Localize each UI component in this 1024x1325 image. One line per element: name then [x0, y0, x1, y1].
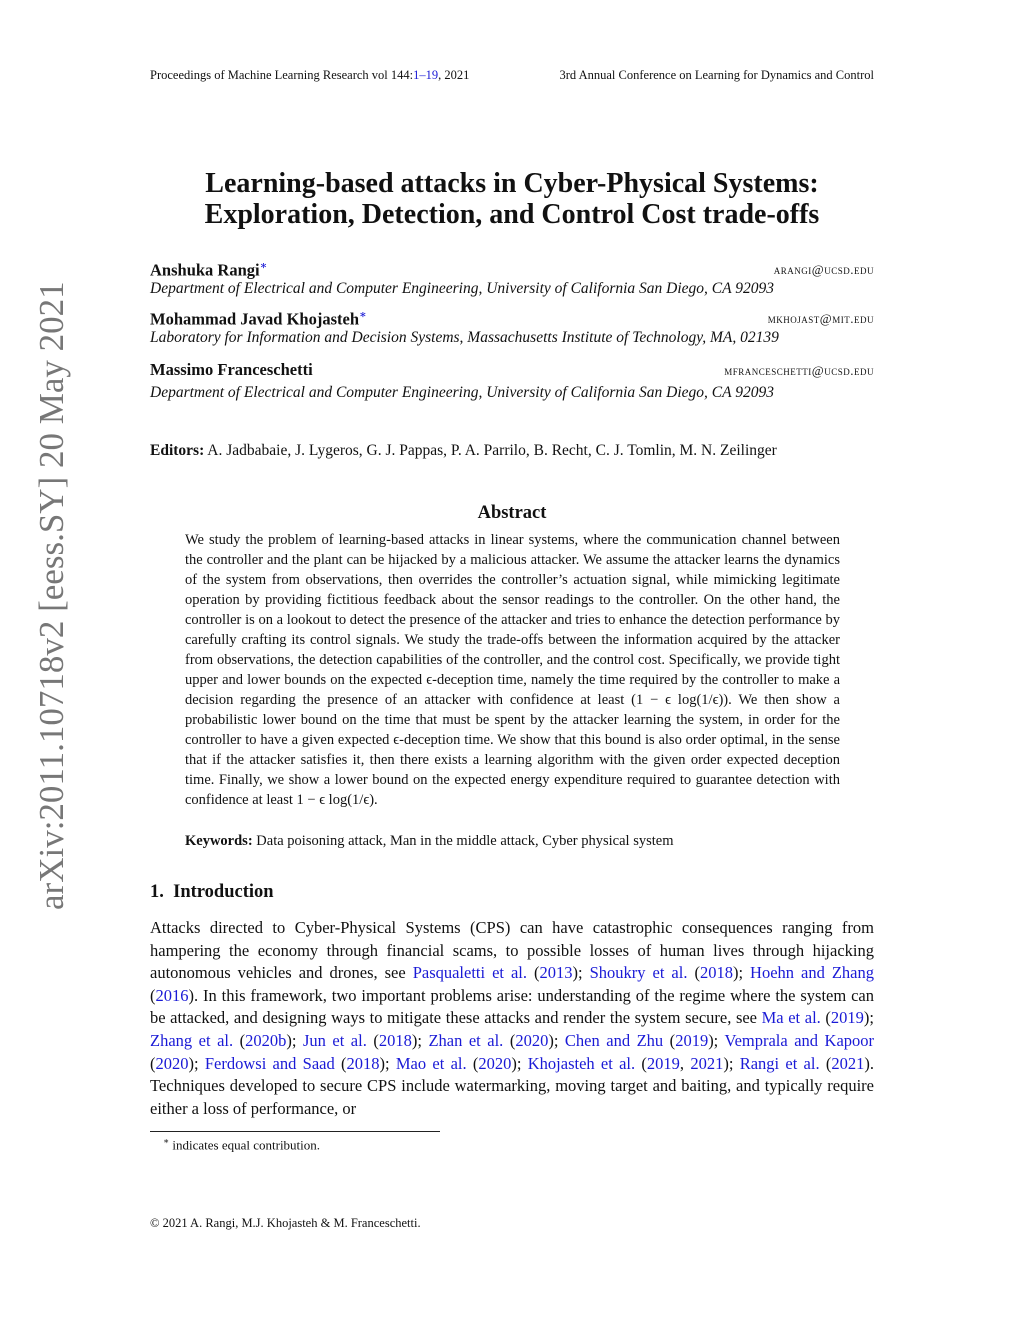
- author-affiliation: Department of Electrical and Computer Engineering, University of California San Diego, CA 92093: [150, 280, 774, 297]
- citation-link[interactable]: Jun et al.: [302, 1030, 367, 1050]
- citation-year-link[interactable]: 2019: [646, 1053, 680, 1073]
- abstract-text: We study the problem of learning-based attacks in linear systems, where the communication channel between the controller and the plant can be hijacked by a malicious attacker. We assume the attacker learns the dynamics of the system from observations, then overrides the controller’s actuation signal, while mimicking legitimate operation by providing fictitious feedback about the sensor readings to the controller. On the other hand, the controller is on a lookout to detect the presence of the attacker and tries to enhance the detection performance by carefully crafting its control signals. We study the trade-offs between the information acquired by the attacker from observations, the detection capabilities of the controller, and the control cost. Specifically, we provide tight upper and lower bounds on the expected ϵ-deception time, namely the time required by the controller to make a decision regarding the presence of an attacker with confidence at least (1 − ϵ log(1/ϵ)). We then show a probabilistic lower bound on the time that must be spent by the attacker learning the system, in order for the controller to have a given expected ϵ-deception time. We show that this bound is also order optimal, in the sense that if the attacker satisfies it, then there exists a learning algorithm with the given order expected deception time. Finally, we show a lower bound on the expected energy expenditure required to guarantee detection with confidence at least 1 − ϵ log(1/ϵ).: [185, 532, 840, 808]
- section-heading: 1. Introduction: [150, 882, 274, 902]
- author-email: mfranceschetti@ucsd.edu: [724, 363, 874, 378]
- abstract-heading: Abstract: [477, 503, 547, 523]
- citation-year-link[interactable]: 2020: [155, 1053, 189, 1073]
- editors-line: Editors: A. Jadbabaie, J. Lygeros, G. J. Pappas, P. A. Parrilo, B. Recht, C. J. Tomlin, M. N. Zeilinger: [150, 442, 777, 459]
- author-affiliation: Department of Electrical and Computer Engineering, University of California San Diego, CA 92093: [150, 384, 774, 401]
- citation-year-link[interactable]: 2020b: [245, 1030, 287, 1050]
- citation-link[interactable]: Chen and Zhu: [564, 1030, 664, 1050]
- citation-year-link[interactable]: 2021: [690, 1053, 724, 1073]
- author-name: Anshuka Rangi∗: [150, 260, 268, 280]
- keywords-line: Keywords: Data poisoning attack, Man in the middle attack, Cyber physical system: [185, 833, 674, 849]
- arxiv-stamp: arXiv:2011.10718v2 [eess.SY] 20 May 2021: [32, 281, 71, 910]
- citation-link[interactable]: Khojasteh et al.: [527, 1053, 636, 1073]
- equal-contribution-mark[interactable]: ∗: [259, 260, 268, 272]
- citation-link[interactable]: Pasqualetti et al.: [412, 963, 528, 983]
- citation-year-link[interactable]: 2018: [346, 1053, 380, 1073]
- citation-link[interactable]: Hoehn and Zhang: [750, 963, 874, 983]
- citation-year-link[interactable]: 2019: [675, 1030, 709, 1050]
- page-range-link[interactable]: 1–19: [413, 68, 439, 82]
- footnote: ∗ indicates equal contribution.: [163, 1136, 321, 1153]
- citation-year-link[interactable]: 2013: [539, 963, 573, 983]
- citation-link[interactable]: Vemprala and Kapoor: [724, 1030, 875, 1050]
- citation-link[interactable]: Zhan et al.: [428, 1030, 504, 1050]
- paper-title: Learning-based attacks in Cyber-Physical Systems: Exploration, Detection, and Control Cost trade-offs: [204, 168, 820, 230]
- citation-link[interactable]: Mao et al.: [395, 1053, 467, 1073]
- footnote-divider: [150, 1131, 440, 1132]
- citation-link[interactable]: Zhang et al.: [150, 1030, 234, 1050]
- citation-year-link[interactable]: 2019: [830, 1008, 864, 1028]
- equal-contribution-mark[interactable]: ∗: [359, 309, 367, 321]
- running-header-right: 3rd Annual Conference on Learning for Dynamics and Control: [559, 68, 874, 82]
- citation-link[interactable]: Rangi et al.: [739, 1053, 820, 1073]
- citation-link[interactable]: Ferdowsi and Saad: [204, 1053, 335, 1073]
- author-email: mkhojast@mit.edu: [767, 311, 874, 326]
- citation-year-link[interactable]: 2018: [699, 963, 733, 983]
- author-name: Mohammad Javad Khojasteh∗: [150, 309, 367, 329]
- citation-year-link[interactable]: 2020: [515, 1030, 549, 1050]
- running-header-left: Proceedings of Machine Learning Research vol 144:1–19, 2021: [150, 68, 470, 82]
- author-name: Massimo Franceschetti: [150, 360, 313, 379]
- author-affiliation: Laboratory for Information and Decision Systems, Massachusetts Institute of Technology, MA, 02139: [150, 329, 779, 346]
- author-email: arangi@ucsd.edu: [773, 262, 874, 277]
- citation-year-link[interactable]: 2020: [478, 1053, 512, 1073]
- introduction-paragraph: Attacks directed to Cyber-Physical Systems (CPS) can have catastrophic consequences ranging from hampering the economy through financial scams, to possible losses of human lives through hijacking autonomous vehicles and drones, see Pasqualetti et al. (2013); Shoukry et al. (2018); Hoehn and Zhang (2016). In this framework, two important problems arise: understanding of the regime where the system can be attacked, and designing ways to mitigate these attacks and render the system secure, see Ma et al. (2019); Zhang et al. (2020b); Jun et al. (2018); Zhan et al. (2020); Chen and Zhu (2019); Vemprala and Kapoor (2020); Ferdowsi and Saad (2018); Mao et al. (2020); Khojasteh et al. (2019, 2021); Rangi et al. (2021). Techniques developed to secure CPS include watermarking, moving target and baiting, and typically require either a loss of performance, or: [150, 918, 875, 1118]
- citation-year-link[interactable]: 2016: [155, 985, 189, 1005]
- citation-link[interactable]: Shoukry et al.: [589, 963, 688, 983]
- citation-year-link[interactable]: 2018: [378, 1030, 412, 1050]
- copyright-line: © 2021 A. Rangi, M.J. Khojasteh & M. Franceschetti.: [150, 1216, 421, 1230]
- citation-year-link[interactable]: 2021: [831, 1053, 865, 1073]
- citation-link[interactable]: Ma et al.: [761, 1008, 821, 1028]
